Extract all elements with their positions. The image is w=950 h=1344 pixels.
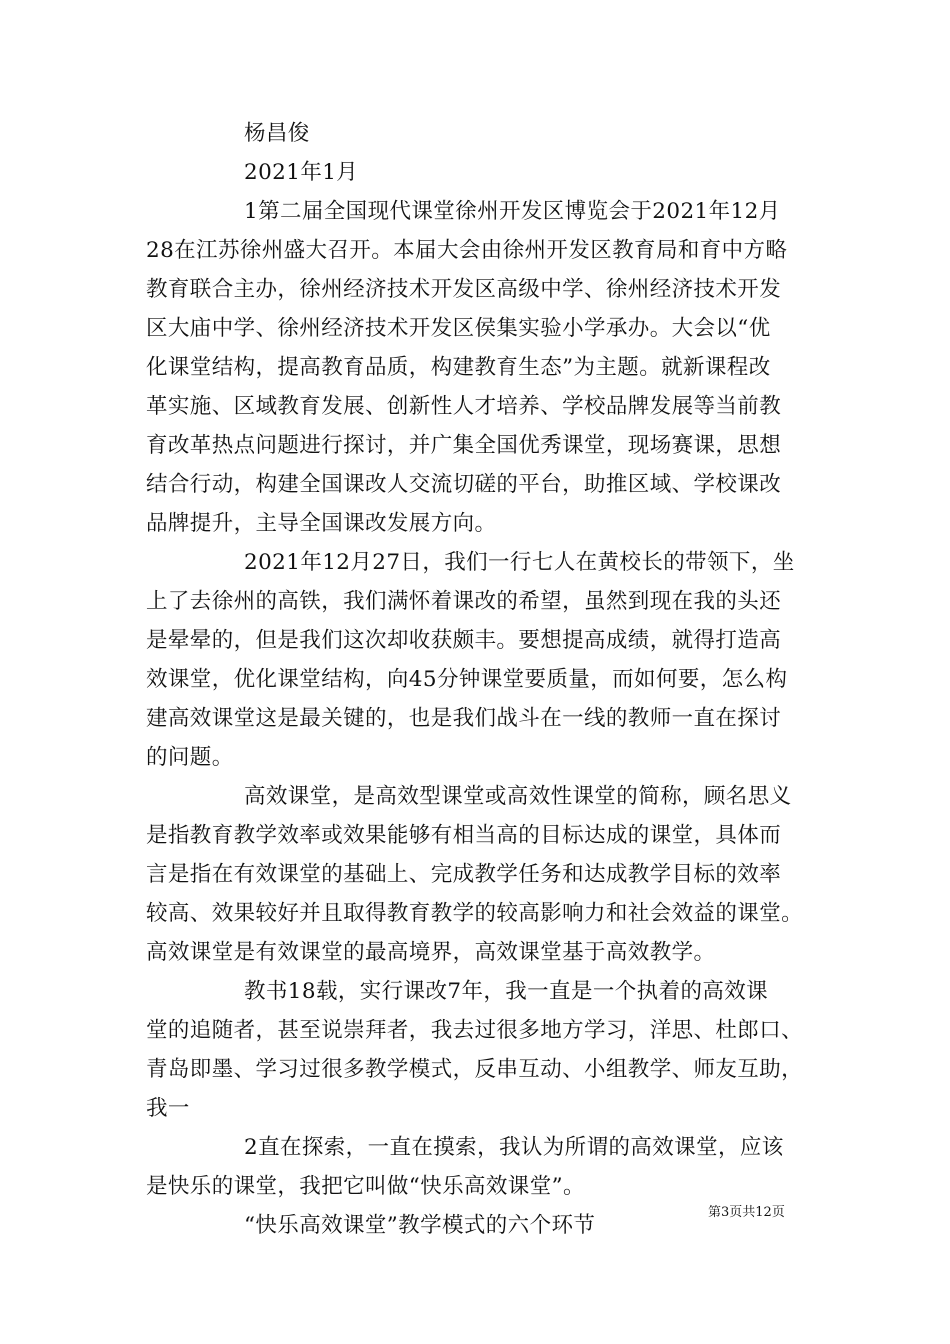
paragraph-4-line: 堂的追随者，甚至说崇拜者，我去过很多地方学习，洋思、杜郎口、	[146, 1018, 804, 1043]
paragraph-3-line: 言是指在有效课堂的基础上、完成教学任务和达成教学目标的效率	[146, 862, 782, 887]
paragraph-1-line: 1第二届全国现代课堂徐州开发区博览会于2021年12月	[244, 199, 781, 224]
paragraph-4-line: 教书18载，实行课改7年，我一直是一个执着的高效课	[244, 979, 769, 1004]
paragraph-1-line: 区大庙中学、徐州经济技术开发区侯集实验小学承办。大会以“优	[146, 316, 771, 341]
paragraph-3-line: 是指教育教学效率或效果能够有相当高的目标达成的课堂，具体而	[146, 823, 782, 848]
paragraph-2-line: 建高效课堂这是最关键的，也是我们战斗在一线的教师一直在探讨	[146, 706, 782, 731]
paragraph-2-line: 的问题。	[146, 745, 234, 770]
author-name: 杨昌俊	[244, 121, 310, 146]
paragraph-4-line: 我一	[146, 1096, 190, 1121]
paragraph-1-line: 革实施、区域教育发展、创新性人才培养、学校品牌发展等当前教	[146, 394, 782, 419]
section-heading: “快乐高效课堂”教学模式的六个环节	[244, 1213, 596, 1238]
page-number-footer: 第3页共12页	[708, 1205, 785, 1220]
paragraph-3-line: 高效课堂，是高效型课堂或高效性课堂的简称，顾名思义	[244, 784, 792, 809]
paragraph-1-line: 教育联合主办，徐州经济技术开发区高级中学、徐州经济技术开发	[146, 277, 782, 302]
paragraph-1-line: 化课堂结构，提高教育品质，构建教育生态”为主题。就新课程改	[146, 355, 771, 380]
paragraph-2-line: 上了去徐州的高铁，我们满怀着课改的希望，虽然到现在我的头还	[146, 589, 782, 614]
paragraph-2-line: 2021年12月27日，我们一行七人在黄校长的带领下，坐	[244, 550, 795, 575]
paragraph-5-line: 是快乐的课堂，我把它叫做“快乐高效课堂”。	[146, 1174, 585, 1199]
paragraph-1-line: 28在江苏徐州盛大召开。本届大会由徐州开发区教育局和育中方略	[146, 238, 788, 263]
paragraph-4-line: 青岛即墨、学习过很多教学模式，反串互动、小组教学、师友互助，	[146, 1057, 804, 1082]
paragraph-2-line: 效课堂，优化课堂结构，向45分钟课堂要质量，而如何要，怎么构	[146, 667, 788, 692]
paragraph-5-line: 2直在探索，一直在摸索，我认为所谓的高效课堂，应该	[244, 1135, 784, 1160]
paragraph-3-line: 高效课堂是有效课堂的最高境界，高效课堂基于高效教学。	[146, 940, 716, 965]
paragraph-3-line: 较高、效果较好并且取得教育教学的较高影响力和社会效益的课堂。	[146, 901, 804, 926]
paragraph-2-line: 是晕晕的，但是我们这次却收获颇丰。要想提高成绩，就得打造高	[146, 628, 782, 653]
paragraph-1-line: 结合行动，构建全国课改人交流切磋的平台，助推区域、学校课改	[146, 472, 782, 497]
paragraph-1-line: 品牌提升，主导全国课改发展方向。	[146, 511, 497, 536]
document-date: 2021年1月	[244, 160, 359, 185]
paragraph-1-line: 育改革热点问题进行探讨，并广集全国优秀课堂，现场赛课，思想	[146, 433, 782, 458]
